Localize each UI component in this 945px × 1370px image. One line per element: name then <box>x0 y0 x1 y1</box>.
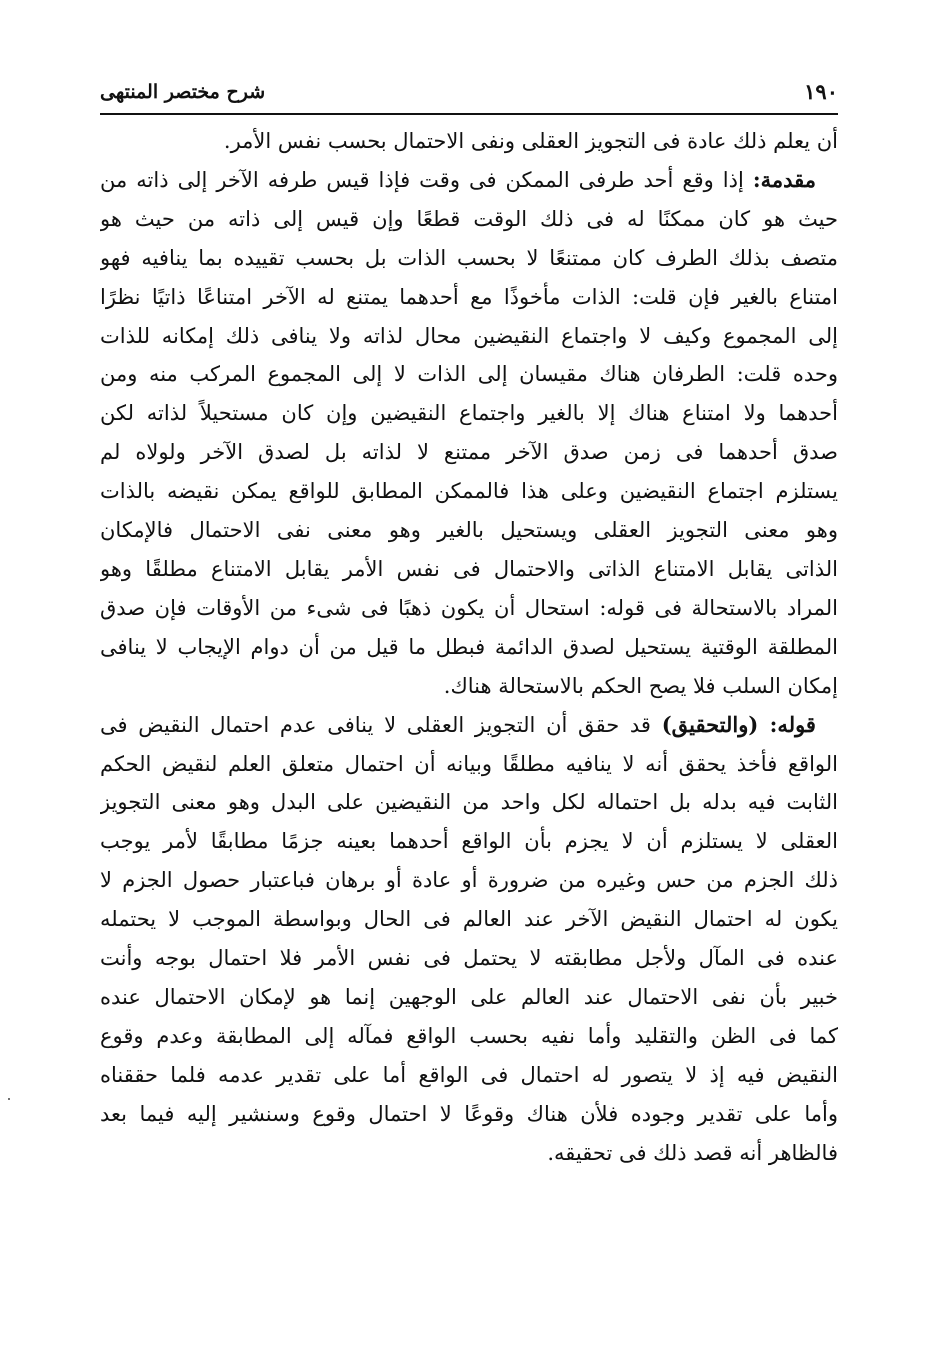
text-line: أحدهما ولا امتناع هناك إلا بالغير واجتماع النقيضين وإن كان مستحيلاً لذاته لكن <box>100 401 838 426</box>
paragraph <box>100 122 838 161</box>
text-line: وحده قلت: الطرفان هناك مقيسان إلى الذات لا إلى المجموع المركب منه ومن <box>100 362 838 387</box>
text-line: ذلك الجزم من حس وغيره من ضرورة أو عادة أو برهان فباعتبار حصول الجزم لا <box>100 868 838 893</box>
text-line: وأما على تقدير وجوده فلأن هناك وقوعًا لا احتمال وقوع وسنشير إليه فيما بعد <box>100 1101 838 1126</box>
text-line: امتناع بالغير فإن قلت: الذات مأخوذًا مع أحدهما يمتنع له الآخر امتناعًا ذاتيًا نظرًا <box>100 284 838 309</box>
text-line: يكون له احتمال النقيض الآخر عند العالم فى الحال وبواسطة الموجب لا يحتمله <box>100 907 838 932</box>
text-line: الذاتى يقابل الامتناع الذاتى والاحتمال فى نفس الأمر يقابل الامتناع مطلقًا وهو <box>100 556 838 581</box>
text-line: الواقع فأخذ يحقق أنه لا ينافيه مطلقًا وبيانه أن احتمال متعلق العلم لنقيض الحكم <box>100 751 838 776</box>
text-line <box>100 706 838 745</box>
text-line: العقلى لا يستلزم أن لا يجزم بأن الواقع أحدهما بعينه جزمًا مطابقًا لأمر يوجب <box>100 829 838 854</box>
text-line: متصف بذلك الطرف كان ممتنعًا لا بحسب الذات بل بحسب تقييده بما ينافيه فهو <box>100 245 838 270</box>
text-line: يستلزم اجتماع النقيضين وعلى هذا فالممكن المطابق للواقع يمكن نقيضه بالذات <box>100 479 838 504</box>
text-line: أن يعلم ذلك عادة فى التجويز العقلى ونفى الاحتمال بحسب نفس الأمر. <box>223 129 838 153</box>
margin-speck <box>8 1098 10 1100</box>
text-line: كما فى الظن والتقليد وأما نفيه بحسب الواقع فمآله إلى المطابقة وعدم وقوع <box>100 1023 838 1048</box>
running-title: شرح مختصر المنتهى <box>100 81 266 103</box>
page-number: ١٩٠ <box>804 79 838 104</box>
text-line: النقيض فيه إذ لا يتصور له احتمال فى الواقع أما على تقدير عدمه فلما حققناه <box>100 1062 838 1087</box>
text-line: فالظاهر أنه قصد ذلك فى تحقيقه. <box>547 1140 838 1165</box>
text-line: وهو معنى التجويز العقلى ويستحيل بالغير وهو معنى نفى الاحتمال فالإمكان <box>100 518 838 543</box>
text-line: الثابت فيه بدله بل احتماله لكل واحد من النقيضين على البدل وهو معنى التجويز <box>100 790 838 815</box>
paragraph-lead: مقدمة: <box>752 166 816 192</box>
text-line: خبير بأن نفى الاحتمال عند العالم على الوجهين إنما هو لإمكان الاحتمال عنده <box>100 984 838 1009</box>
text-line: حيث هو كان ممكنًا له فى ذلك الوقت قطعًا وإن قيس إلى ذاته من حيث هو <box>100 206 838 231</box>
text-line: عنده فى المآل ولأجل مطابقته لا يحتمل فى نفس الأمر فلا احتمال بوجه وأنت <box>100 946 838 971</box>
paragraph <box>100 706 838 1173</box>
text-line: المطلقة الوقتية يستحيل لصدق الدائمة فبطل ما قيل من أن دوام الإيجاب لا ينافى <box>100 634 838 659</box>
text-line: المراد بالاستحالة فى قوله: استحال أن يكون ذهبًا فى شىء من الأوقات فإن صدق <box>100 595 838 620</box>
text-line <box>100 161 838 200</box>
paragraph <box>100 161 838 706</box>
text-line-content: قد حقق أن التجويز العقلى لا ينافى عدم احتمال النقيض فى <box>100 712 651 737</box>
paragraph-lead: قوله: (والتحقيق) <box>661 711 816 737</box>
page-header <box>100 78 838 112</box>
text-line: إلى المجموع وكيف لا واجتماع النقيضين محال لذاته ولا ينافى ذلك إمكانه للذات <box>100 323 838 348</box>
text-line-content: إذا وقع أحد طرفى الممكن فى وقت فإذا قيس طرفه الآخر إلى ذاته من <box>100 167 744 192</box>
text-line: إمكان السلب فلا يصح الحكم بالاستحالة هناك. <box>443 673 838 698</box>
text-line: صدق أحدهما فى زمن صدق الآخر ممتنع لا لذاته بل لصدق الآخر ولولاه لم <box>100 440 838 465</box>
header-rule <box>100 113 838 115</box>
body-text <box>100 122 838 1172</box>
